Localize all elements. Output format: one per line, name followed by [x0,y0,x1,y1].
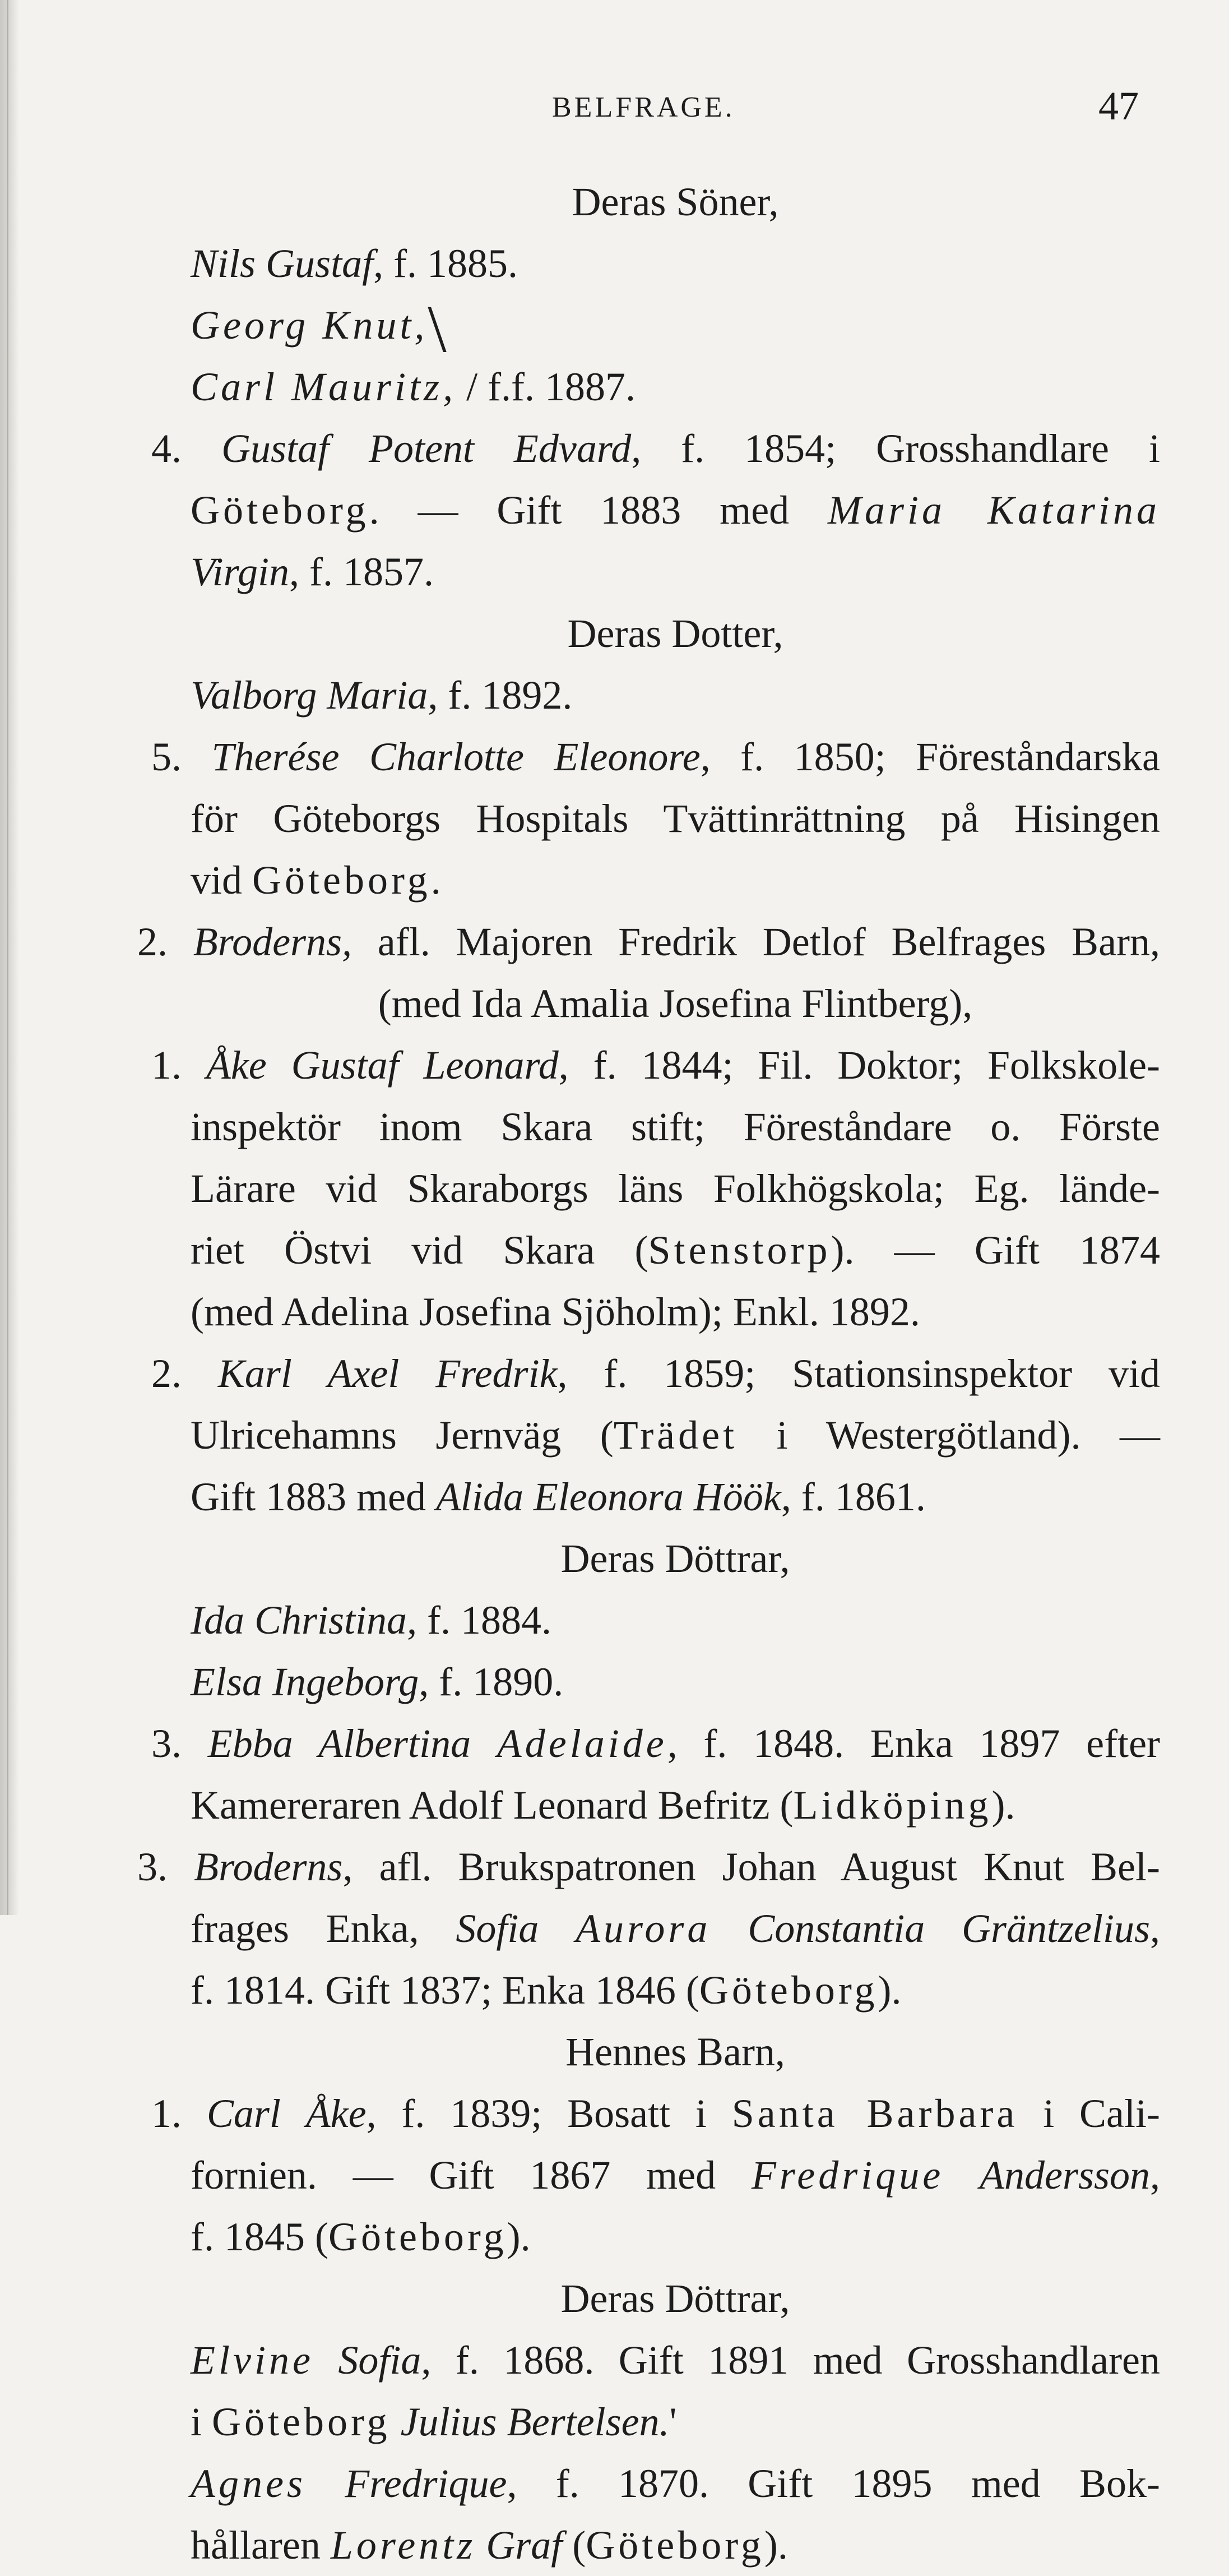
text-run: ). [991,1783,1015,1828]
text-run: , f. 1892. [428,673,573,718]
page-number: 47 [1098,84,1139,128]
text-run: (med Adelina Josefina Sjöholm); Enkl. 1892. [191,1289,920,1334]
text-run: Broderns, [193,919,353,964]
genealogy-text [137,171,1161,2576]
text-run: Hennes Barn, [565,2029,785,2074]
text-line [191,1466,1160,1528]
text-run: Göteborg [252,858,431,903]
text-line [191,2514,1160,2576]
text-line [191,2206,1160,2268]
text-run: , [1150,1906,1161,1951]
text-line [151,726,1160,788]
text-line [151,1713,1160,1774]
text-run: Deras Söner, [572,179,779,224]
text-run [476,2523,486,2568]
text-line [137,1836,1160,1898]
text-run: f. 1845 ( [191,2214,328,2259]
text-run: Lorentz [330,2523,476,2568]
text-run: Nils Gustaf [191,241,374,286]
text-run: Carl Mauritz, [191,364,457,409]
text-line [191,1096,1160,1158]
text-run: Ida Christina [191,1598,407,1643]
text-run: 5. [151,734,212,779]
text-run: Göteborg [212,2399,391,2444]
text-run [391,2399,401,2444]
text-line [191,2144,1160,2206]
text-run: Agnes [191,2461,306,2506]
text-run: Göteborg [328,2214,507,2259]
text-line [191,849,1160,911]
text-run: Adelaide [497,1721,667,1766]
text-run: Sofia [456,1906,576,1951]
text-run: frages Enka, [191,1906,456,1951]
text-run: Stenstorp [648,1228,831,1273]
text-line [151,1034,1160,1096]
text-line [191,664,1160,726]
text-line [137,911,1160,973]
text-run: Virgin [191,549,289,594]
text-run: , f. 1844; Fil. Doktor; Folkskole- [558,1043,1161,1088]
text-run: hållaren [191,2523,331,2568]
text-line [191,1898,1160,1959]
text-run [306,2461,345,2506]
text-line [191,1774,1160,1836]
text-run: , f. 1890. [419,1659,564,1704]
text-line [191,171,1160,233]
text-run: Kamereraren Adolf Leonard Befritz ( [191,1783,794,1828]
text-run: 1. [151,1043,206,1088]
text-run: Broderns [194,1844,343,1889]
text-run: f. 1814. Gift 1837; Enka 1846 ( [191,1968,699,2013]
text-run: , f. 1839; Bosatt i [366,2091,732,2136]
text-run: Andersson [980,2153,1150,2198]
text-run: Elvine [191,2338,314,2383]
text-run: Graf [486,2523,563,2568]
text-run: 4. [151,426,221,471]
text-line [191,1528,1160,1589]
text-line [151,418,1160,479]
text-line [191,2453,1160,2514]
text-run: , f. 1884. [407,1598,552,1643]
text-line [191,541,1160,603]
text-line [191,973,1160,1034]
text-run: Göteborg [191,488,369,533]
text-run: Trädet [613,1413,738,1458]
text-run: . [430,858,441,903]
text-run: , f. 1848. Enka 1897 efter [667,1721,1160,1766]
text-line [151,2083,1160,2144]
text-run: , f. 1854; Grosshandlare i [631,426,1160,471]
page-header [0,83,1229,133]
text-run: 2. [151,1351,218,1396]
text-run: Julius Bertelsen. [400,2399,670,2444]
text-line [191,292,1160,367]
text-line [151,1343,1160,1404]
text-run: Santa Barbara [731,2091,1018,2136]
text-run [314,2338,338,2383]
text-run: , f. 1859; Stationsinspektor vid [557,1351,1160,1396]
text-line [191,233,1160,294]
text-line [191,1651,1160,1713]
text-run: Valborg Maria [191,673,428,718]
text-run: i [191,2399,212,2444]
text-run [944,2153,980,2198]
text-run: Deras Döttrar, [560,2276,790,2321]
text-run: ). — Gift 1874 [831,1228,1160,1273]
text-run: \ [428,292,447,367]
text-run: riet Östvi vid Skara ( [191,1228,648,1273]
text-line [191,1589,1160,1651]
text-run: 3. [137,1844,194,1889]
page-binding-edge [0,0,19,1915]
text-run: , [1150,2153,1160,2198]
text-run: fornien. — Gift 1867 med [191,2153,752,2198]
text-run: Ulricehamns Jernväg ( [191,1413,614,1458]
text-run: , f. 1857. [289,549,434,594]
text-run: Lärare vid Skaraborgs läns Folkhögskola; Eg. lände- [191,1166,1160,1211]
text-run: Göteborg [586,2523,764,2568]
text-run: , f. 1885. [373,241,518,286]
text-run: Carl Åke [206,2091,367,2136]
running-head: BELFRAGE. [552,91,735,123]
text-run: Sofia [338,2338,421,2383]
text-line [191,1158,1160,1219]
text-run: 2. [137,919,193,964]
text-run: , afl. Brukspatronen Johan August Knut Bel- [342,1844,1160,1889]
text-line [191,2329,1160,2391]
text-run: 3. [151,1721,208,1766]
text-run: för Göteborgs Hospitals Tvättinrättning på Hisingen [191,796,1160,841]
text-run: inspektör inom Skara stift; Föreståndare o. Förste [191,1104,1160,1149]
text-run: , f. 1850; Föreståndarska [700,734,1160,779]
text-run: Alida Eleonora Höök [435,1474,781,1519]
text-run: Göteborg [699,1968,878,2013]
text-run: i Cali- [1018,2091,1160,2136]
text-run: 1. [151,2091,207,2136]
text-run: Fredrique [345,2461,507,2506]
text-line [191,479,1160,541]
text-run: Gift 1883 med [191,1474,436,1519]
text-run: ). [507,2214,531,2259]
text-line [191,356,1160,418]
text-run: , f. 1868. Gift 1891 med Grosshandlaren [421,2338,1161,2383]
text-run: Elsa Ingeborg [191,1659,419,1704]
text-run: (med Ida Amalia Josefina Flintberg), [378,981,973,1026]
text-run: Karl Axel Fredrik [217,1351,558,1396]
text-run: Georg Knut, [191,303,428,348]
text-run: i Westergötland). — [738,1413,1161,1458]
text-run: Constantia Gräntzelius [748,1906,1151,1951]
text-run: ( [562,2523,586,2568]
text-run: ). [764,2523,788,2568]
text-run: , f. 1870. Gift 1895 med Bok- [507,2461,1160,2506]
text-line [191,1404,1160,1466]
text-line [191,1959,1160,2021]
text-run [711,1906,748,1951]
text-run: afl. Majoren Fredrik Detlof Belfrages Barn, [352,919,1161,964]
text-run: Åke Gustaf Leonard [206,1043,559,1088]
text-line [191,1219,1160,1281]
text-run: Deras Döttrar, [560,1536,790,1581]
text-run: ' [669,2399,677,2444]
text-run: . — Gift 1883 med [369,488,828,533]
text-run: Fredrique [751,2153,944,2198]
text-run: , f. 1861. [781,1474,926,1519]
text-run: Ebba Albertina [207,1721,497,1766]
text-run: / f.f. 1887. [456,364,636,409]
text-run: Gustaf Potent Edvard [221,426,632,471]
text-line [191,603,1160,664]
text-run: Deras Dotter, [567,611,783,656]
text-run: Maria Katarina [828,488,1160,533]
text-line [191,788,1160,849]
text-run: Aurora [576,1906,711,1951]
text-line [191,1281,1160,1343]
text-run: vid [191,858,253,903]
text-run: Therése Charlotte Eleonore [211,734,701,779]
text-run: ). [878,1968,902,2013]
text-line [191,2391,1160,2453]
text-run: Lidköping [793,1783,992,1828]
text-line [191,2268,1160,2329]
text-line [191,2021,1160,2083]
